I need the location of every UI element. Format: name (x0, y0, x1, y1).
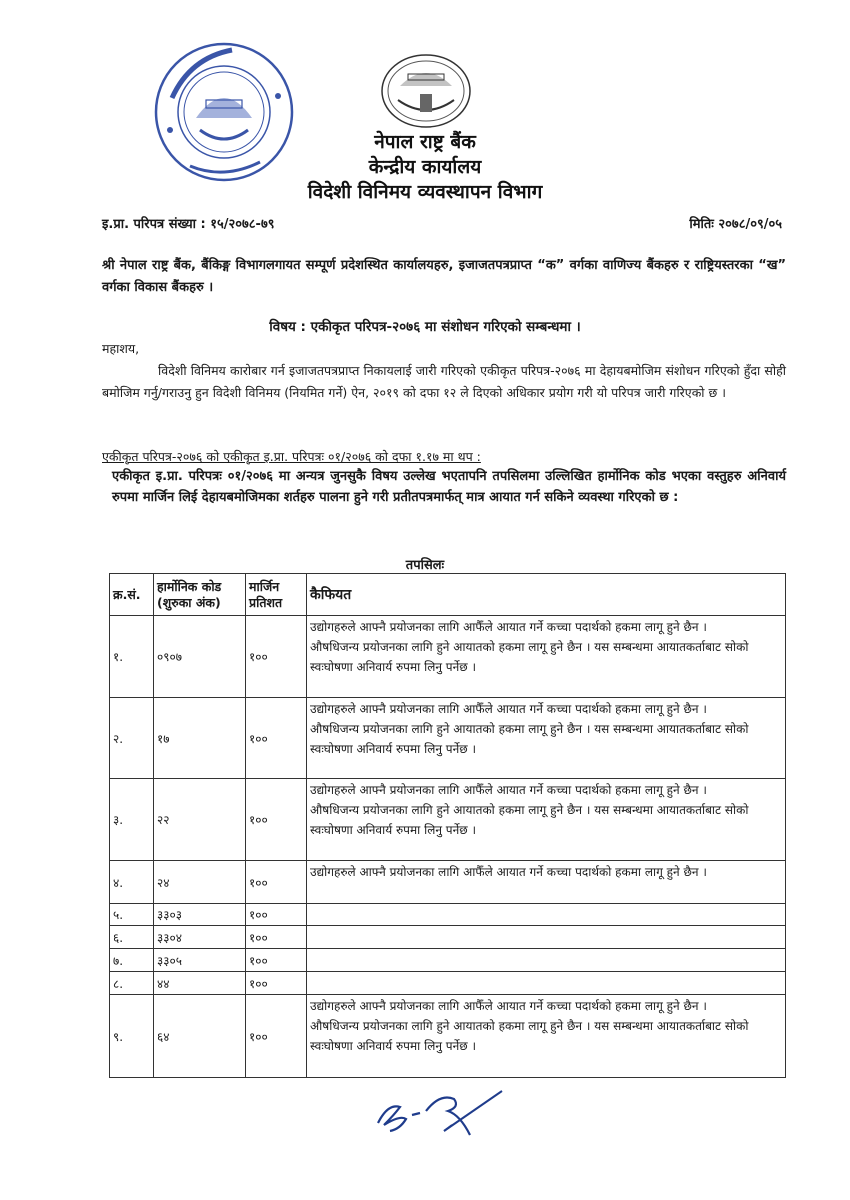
remark-industry: उद्योगहरुले आफ्नै प्रयोजनका लागि आफैँले आयात गर्ने कच्चा पदार्थको हकमा लागू हुने छैन । (310, 865, 707, 879)
emblem-graphic (378, 52, 474, 130)
table-row (110, 904, 786, 926)
row-serial: ५. (110, 904, 154, 926)
row-margin: १०० (246, 904, 307, 926)
table-row (110, 616, 786, 698)
row-margin: १०० (246, 698, 307, 779)
amendment-text: एकीकृत इ.प्रा. परिपत्रः ०१/२०७६ मा अन्यत्र जुनसुकै विषय उल्लेख भएतापनि तपसिलमा उल्लिखित हार्मोनिक कोड भएका वस्तुहरु अनिवार्य रुपमा मार्जिन लिई देहायबमोजिमका शर्तहरु पालना हुने गरी प्रतीतपत्रमार्फत् मात्र आयात गर्न सकिने व्यवस्था गरिएको छ : (112, 469, 786, 505)
row-remarks (307, 995, 786, 1078)
row-remarks (307, 779, 786, 861)
department-name: विदेशी विनिमय व्यवस्थापन विभाग (307, 181, 543, 203)
table-row (110, 926, 786, 949)
row-margin: १०० (246, 779, 307, 861)
row-hs-code: ३३०४ (154, 926, 246, 949)
table-row (110, 698, 786, 779)
row-serial: ७. (110, 949, 154, 972)
row-remarks (307, 904, 786, 926)
org-name: नेपाल राष्ट्र बैंक (374, 131, 476, 153)
salutation: महाशय, (102, 341, 140, 356)
office-name: केन्द्रीय कार्यालय (368, 156, 482, 178)
row-remarks (307, 926, 786, 949)
header-remarks: कैफियत (307, 574, 786, 616)
table-row (110, 949, 786, 972)
remark-medicinal: औषधिजन्य प्रयोजनका लागि हुने आयातको हकमा लागू हुने छैन । यस सम्बन्धमा आयातकर्ताबाट सोको स्वःघोषणा अनिवार्य रुपमा लिनु पर्नेछ । (310, 722, 749, 756)
subject-line: विषय : एकीकृत परिपत्र-२०७६ मा संशोधन गरिएको सम्बन्धमा । (269, 319, 581, 335)
remark-medicinal: औषधिजन्य प्रयोजनका लागि हुने आयातको हकमा लागू हुने छैन । यस सम्बन्धमा आयातकर्ताबाट सोको स्वःघोषणा अनिवार्य रुपमा लिनु पर्नेछ । (310, 1019, 749, 1053)
row-serial: ९. (110, 995, 154, 1078)
row-hs-code: ३३०५ (154, 949, 246, 972)
row-hs-code: ६४ (154, 995, 246, 1078)
amendment-heading: एकीकृत परिपत्र-२०७६ को एकीकृत इ.प्रा. परिपत्रः ०१/२०७६ को दफा १.१७ मा थप : (102, 449, 481, 464)
schedule-title: तपसिलः (405, 558, 445, 573)
remark-industry: उद्योगहरुले आफ्नै प्रयोजनका लागि आफैँले आयात गर्ने कच्चा पदार्थको हकमा लागू हुने छैन । (310, 702, 707, 716)
row-margin: १०० (246, 926, 307, 949)
table-header-row (110, 574, 786, 616)
table-row (110, 861, 786, 904)
addressee: श्री नेपाल राष्ट्र बैंक, बैंकिङ्ग विभागलगायत सम्पूर्ण प्रदेशस्थित कार्यालयहरु, इजाजतपत्रप्राप्त “क” वर्गका वाणिज्य बैंकहरु र राष्ट्रियस्तरका “ख” वर्गका विकास बैंकहरु । (102, 258, 786, 295)
row-hs-code: २२ (154, 779, 246, 861)
row-serial: ६. (110, 926, 154, 949)
signature-graphic (360, 1085, 510, 1145)
row-serial: २. (110, 698, 154, 779)
row-remarks (307, 698, 786, 779)
row-margin: १०० (246, 972, 307, 995)
remark-medicinal: औषधिजन्य प्रयोजनका लागि हुने आयातको हकमा लागू हुने छैन । यस सम्बन्धमा आयातकर्ताबाट सोको स्वःघोषणा अनिवार्य रुपमा लिनु पर्नेछ । (310, 803, 749, 837)
row-remarks (307, 616, 786, 698)
table-row (110, 972, 786, 995)
body-paragraph: विदेशी विनिमय कारोबार गर्न इजाजतपत्रप्राप्त निकायलाई जारी गरिएको एकीकृत परिपत्र-२०७६ मा देहायबमोजिम संशोधन गरिएको हुँदा सोही बमोजिम गर्नु/गराउनु हुन विदेशी विनिमय (नियमित गर्ने) ऐन, २०१९ को दफा १२ ले दिएको अधिकार प्रयोग गरी यो परिपत्र जारी गरिएको छ । (102, 363, 786, 400)
row-serial: ३. (110, 779, 154, 861)
header-hs-code: हार्मोनिक कोड (शुरुका अंक) (154, 574, 246, 616)
row-margin: १०० (246, 616, 307, 698)
signature (360, 1085, 510, 1145)
row-remarks (307, 949, 786, 972)
row-serial: ४. (110, 861, 154, 904)
table-row (110, 779, 786, 861)
circular-date: मितिः २०७८/०९/०५ (689, 217, 782, 232)
row-margin: १०० (246, 995, 307, 1078)
row-remarks (307, 972, 786, 995)
row-remarks (307, 861, 786, 904)
header-serial: क्र.सं. (110, 574, 154, 616)
header-margin: मार्जिन प्रतिशत (246, 574, 307, 616)
remark-medicinal: औषधिजन्य प्रयोजनका लागि हुने आयातको हकमा लागू हुने छैन । यस सम्बन्धमा आयातकर्ताबाट सोको स्वःघोषणा अनिवार्य रुपमा लिनु पर्नेछ । (310, 640, 749, 674)
row-serial: १. (110, 616, 154, 698)
table-row (110, 995, 786, 1078)
remark-industry: उद्योगहरुले आफ्नै प्रयोजनका लागि आफैँले आयात गर्ने कच्चा पदार्थको हकमा लागू हुने छैन । (310, 783, 707, 797)
remark-industry: उद्योगहरुले आफ्नै प्रयोजनका लागि आफैँले आयात गर्ने कच्चा पदार्थको हकमा लागू हुने छैन । (310, 620, 707, 634)
circular-number: इ.प्रा. परिपत्र संख्या : १५/२०७८-७९ (102, 217, 275, 232)
row-hs-code: १७ (154, 698, 246, 779)
row-hs-code: ०९०७ (154, 616, 246, 698)
row-hs-code: ३३०३ (154, 904, 246, 926)
schedule-table (109, 573, 786, 1078)
row-hs-code: ४४ (154, 972, 246, 995)
row-margin: १०० (246, 861, 307, 904)
remark-industry: उद्योगहरुले आफ्नै प्रयोजनका लागि आफैँले आयात गर्ने कच्चा पदार्थको हकमा लागू हुने छैन । (310, 999, 707, 1013)
row-margin: १०० (246, 949, 307, 972)
row-serial: ८. (110, 972, 154, 995)
bank-emblem (378, 52, 474, 130)
row-hs-code: २४ (154, 861, 246, 904)
